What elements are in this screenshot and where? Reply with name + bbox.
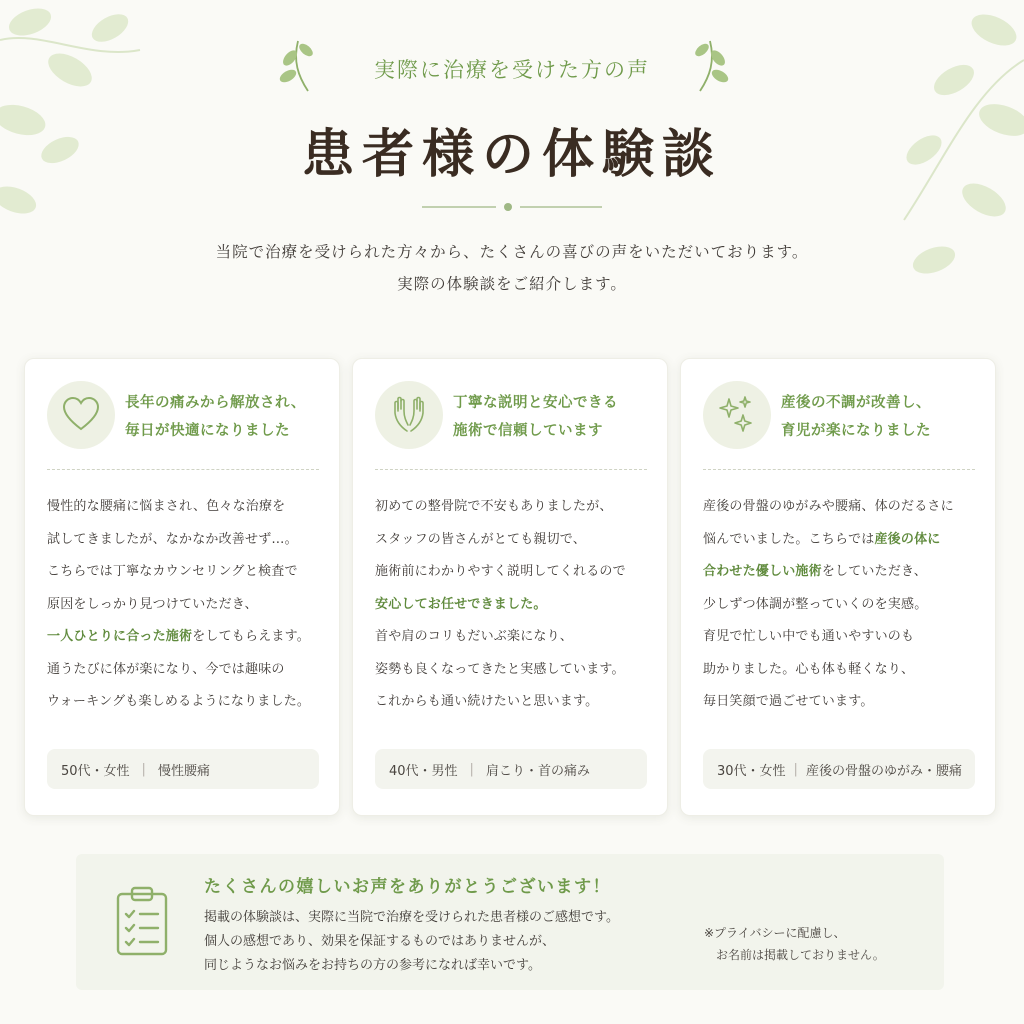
meta-symptom: 慢性腰痛 <box>157 763 210 779</box>
body-line: これからも通い続けたいと思います。 <box>375 694 599 709</box>
body-line: 原因をしっかり見つけていただき、 <box>47 596 258 612</box>
meta-symptom: 産後の骨盤のゆがみ・腰痛 <box>805 763 962 779</box>
testimonial-card <box>352 358 668 816</box>
highlight-text: 一人ひとりに合った施術 <box>47 629 193 644</box>
body-line: 初めての整骨院で不安もありましたが、 <box>375 499 613 514</box>
card-title-line: 育児が楽になりました <box>781 423 931 439</box>
eyebrow-section <box>0 36 1024 96</box>
body-line: 慢性的な腰痛に悩まされ、色々な治療を <box>47 499 286 514</box>
notice-body <box>204 906 704 978</box>
meta-separator: | <box>141 761 146 777</box>
card-meta <box>703 749 975 789</box>
body-line: 育児で忙しい中でも通いやすいのも <box>703 629 915 644</box>
sprig-right-icon <box>690 36 740 96</box>
hands-icon <box>387 393 431 437</box>
body-line <box>375 589 665 622</box>
card-title-line: 丁寧な説明と安心できる <box>453 395 618 411</box>
meta-symptom: 肩こり・首の痛み <box>485 763 590 779</box>
body-line: 通うたびに体が楽になり、今では趣味の <box>47 661 285 677</box>
meta-separator: | <box>793 761 798 777</box>
notice-line: 掲載の体験談は、実際に当院で治療を受けられた患者様のご感想です。 <box>204 910 619 925</box>
body-line: 施術前にわかりやすく説明してくれるので <box>375 564 626 579</box>
body-line: 助かりました。心も体も軽くなり、 <box>703 661 915 677</box>
card-title-line: 施術で信頼しています <box>453 423 603 439</box>
notice-title: たくさんの嬉しいお声をありがとうございます！ <box>204 877 611 897</box>
sparkle-icon <box>715 393 759 437</box>
card-title-line: 長年の痛みから解放され、 <box>125 395 306 411</box>
card-icon-circle <box>375 381 443 449</box>
card-title-line: 毎日が快適になりました <box>125 423 290 439</box>
meta-separator: | <box>469 761 474 777</box>
card-meta <box>375 749 647 789</box>
highlight-text: 合わせた優しい施術 <box>703 564 822 579</box>
card-title <box>781 389 991 445</box>
meta-age: 50代・女性 <box>61 763 130 779</box>
body-line: 悩んでいました。こちらでは産後の体に <box>703 531 941 547</box>
heart-icon <box>61 395 101 435</box>
card-icon-circle <box>47 381 115 449</box>
body-line: こちらでは丁寧なカウンセリングと検査で <box>47 564 298 579</box>
highlight-text: 産後の体に <box>874 531 941 547</box>
body-line: 合わせた優しい施術をしていただき、 <box>703 564 927 579</box>
body-line: 産後の骨盤のゆがみや腰痛、体のだるさに <box>703 499 954 514</box>
notice-line: 個人の感想であり、効果を保証するものではありませんが、 <box>204 934 556 949</box>
body-line: ウォーキングも楽しめるようになりました。 <box>47 694 311 709</box>
notice-line: 同じようなお悩みをお持ちの方の参考になれば幸いです。 <box>204 958 541 973</box>
privacy-note-line: お名前は掲載しておりません。 <box>704 948 885 962</box>
intro-line: 当院で治療を受けられた方々から、たくさんの喜びの声をいただいております。 <box>215 243 809 261</box>
eyebrow-text: 実際に治療を受けた方の声 <box>374 58 650 82</box>
body-line: 首や肩のコリもだいぶ楽になり、 <box>375 629 574 644</box>
body-line: 少しずつ体調が整っていくのを実感。 <box>703 596 928 612</box>
page-title: 患者様の体験談 <box>301 124 722 185</box>
card-icon-circle <box>703 381 771 449</box>
meta-age: 30代・女性 <box>717 763 786 779</box>
privacy-note-line: ※プライバシーに配慮し、 <box>704 926 846 940</box>
testimonial-cards <box>24 358 1000 816</box>
body-line: スタッフの皆さんがとても親切で、 <box>375 531 586 547</box>
card-title-line: 産後の不調が改善し、 <box>781 395 931 411</box>
card-divider <box>47 469 319 470</box>
intro-text <box>0 236 1024 300</box>
card-title <box>453 389 663 445</box>
card-body <box>703 491 993 719</box>
title-divider <box>422 199 602 215</box>
testimonial-card <box>680 358 996 816</box>
thank-you-notice <box>76 854 944 990</box>
meta-age: 40代・男性 <box>389 763 458 779</box>
card-divider <box>375 469 647 470</box>
body-line: 試してきましたが、なかなか改善せず…。 <box>47 531 298 547</box>
intro-line: 実際の体験談をご紹介します。 <box>397 275 627 293</box>
card-body <box>47 491 337 719</box>
highlight-text: 安心してお任せできました。 <box>375 596 547 612</box>
body-line: 一人ひとりに合った施術をしてもらえます。 <box>47 629 310 644</box>
clipboard-icon <box>114 884 170 958</box>
testimonial-card <box>24 358 340 816</box>
body-line: 毎日笑顔で過ごせています。 <box>703 694 874 709</box>
card-meta <box>47 749 319 789</box>
body-line: 姿勢も良くなってきたと実感しています。 <box>375 661 625 677</box>
card-title <box>125 389 335 445</box>
card-body <box>375 491 665 719</box>
privacy-note <box>704 922 934 966</box>
card-divider <box>703 469 975 470</box>
